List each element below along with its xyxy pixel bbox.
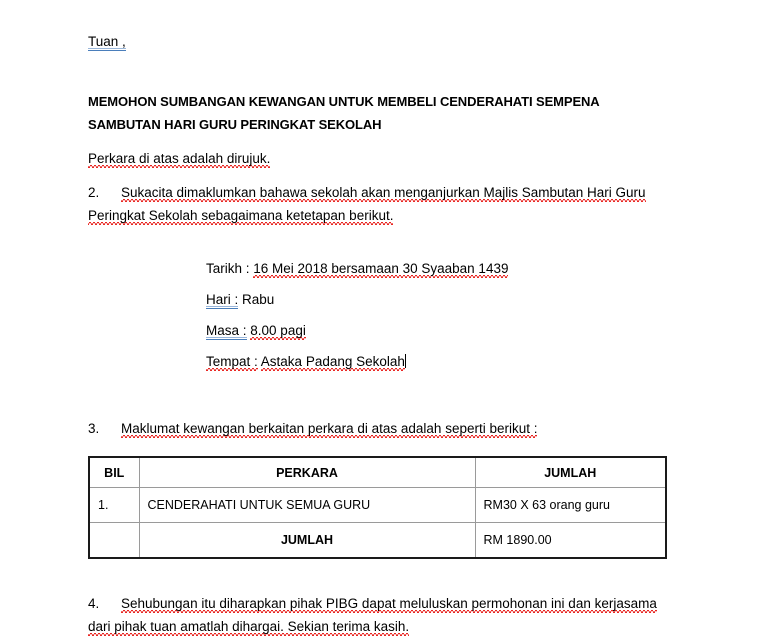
paragraph-4 [88, 559, 668, 638]
detail-tarikh-label: Tarikh : [206, 261, 250, 276]
table-total-amount: RM 1890.00 [475, 523, 666, 559]
table-total-bil [89, 523, 139, 559]
detail-tarikh [206, 253, 668, 284]
table-cell-bil: 1. [89, 488, 139, 523]
paragraph-2-text: Sukacita dimaklumkan bahawa sekolah akan menganjurkan Majlis Sambutan Hari Guru Peringkat Sekolah sebagaimana ketetapan berikut. [88, 185, 646, 223]
letter-subject-heading: MEMOHON SUMBANGAN KEWANGAN UNTUK MEMBELI CENDERAHATI SEMPENA SAMBUTAN HARI GURU PERINGKAT SEKOLAH [88, 94, 600, 132]
detail-masa-label: Masa : [206, 323, 247, 338]
paragraph-3-text: Maklumat kewangan berkaitan perkara di atas adalah seperti berikut : [121, 421, 538, 436]
table-row [89, 488, 666, 523]
table-header-row [89, 457, 666, 488]
paragraph-3 [88, 377, 668, 440]
document-body [88, 0, 668, 638]
detail-hari-value: Rabu [242, 292, 275, 307]
detail-tempat [206, 346, 668, 377]
table-total-row [89, 523, 666, 559]
table-header-perkara: PERKARA [139, 457, 475, 488]
event-details-block [88, 227, 668, 377]
detail-hari [206, 284, 668, 315]
detail-tarikh-value: 16 Mei 2018 bersamaan 30 Syaaban 1439 [253, 261, 509, 276]
detail-masa [206, 315, 668, 346]
paragraph-4-text: Sehubungan itu diharapkan pihak PIBG dapat meluluskan permohonan ini dan kerjasama dari pihak tuan amatlah dihargai. Sekian terima kasih. [88, 596, 657, 634]
table-cell-jumlah: RM30 X 63 orang guru [475, 488, 666, 523]
salutation-line [88, 0, 668, 51]
table-header-bil: BIL [89, 457, 139, 488]
paragraph-1 [88, 136, 668, 170]
detail-masa-value: 8.00 pagi [250, 323, 306, 338]
paragraph-3-number: 3. [88, 421, 100, 436]
detail-hari-label: Hari : [206, 292, 239, 307]
paragraph-1-text: Perkara di atas adalah dirujuk. [88, 151, 271, 166]
table-cell-perkara: CENDERAHATI UNTUK SEMUA GURU [139, 488, 475, 523]
financial-details-table [88, 456, 667, 559]
detail-tempat-value: Astaka Padang Sekolah [260, 354, 405, 369]
paragraph-2-number: 2. [88, 185, 100, 200]
text-cursor [405, 354, 406, 368]
salutation-text: Tuan , [88, 34, 126, 49]
table-header-jumlah: JUMLAH [475, 457, 666, 488]
table-total-label: JUMLAH [139, 523, 475, 559]
detail-tempat-label: Tempat : [206, 354, 258, 369]
paragraph-4-number: 4. [88, 596, 100, 611]
paragraph-2 [88, 170, 668, 227]
